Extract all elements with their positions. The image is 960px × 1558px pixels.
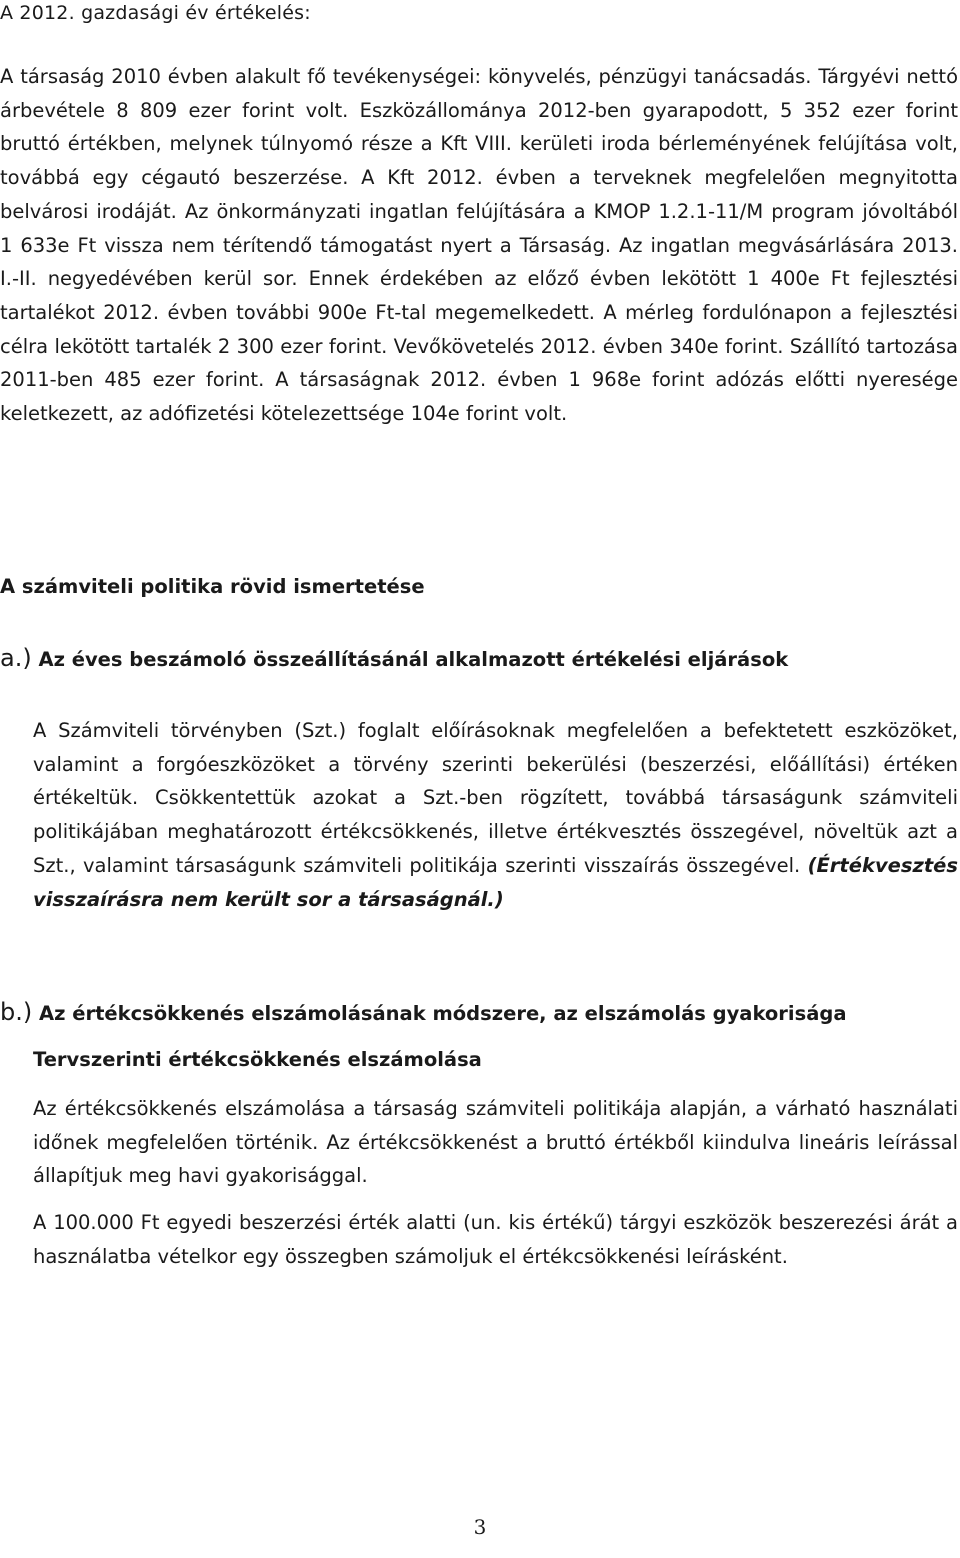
section-a-heading xyxy=(0,644,788,672)
section-a-emphasis: (Értékvesztés visszaírásra nem került sor a társaságnál.) xyxy=(33,853,958,911)
section-b-paragraph-2: A 100.000 Ft egyedi beszerzési érték alatti (un. kis értékű) tárgyi eszközök beszerezési árát a használatba vételkor egy összegben számoljuk el értékcsökkenési leírásként. xyxy=(33,1211,958,1268)
section-b-marker: b.) xyxy=(0,998,33,1026)
page-heading: A 2012. gazdasági év értékelés: xyxy=(0,2,311,24)
intro-paragraph: A társaság 2010 évben alakult fő tevékenységei: könyvelés, pénzügyi tanácsadás. Tárgyévi nettó árbevétele 8 809 ezer forint volt. Eszközállománya 2012-ben gyarapodott, 5 352 ezer forint bruttó értékben, melynek túlnyomó része a Kft VIII. kerületi iroda bérleményének felújítása volt, továbbá egy cégautó beszerzése. A Kft 2012. évben a terveknek megfelelően megnyitotta belvárosi irodáját. Az önkormányzati ingatlan felújítására a KMOP 1.2.1-11/M program jóvoltából 1 633e Ft vissza nem térítendő támogatást nyert a Társaság. Az ingatlan megvásárlására 2013. I.-II. negyedévében kerül sor. Ennek érdekében az előző évben lekötött 1 400e Ft fejlesztési tartalékot 2012. évben további 900e Ft-tal megemelkedett. A mérleg fordulónapon a fejlesztési célra lekötött tartalék 2 300 ezer forint. Vevőkövetelés 2012. évben 340e forint. Szállító tartozása 2011-ben 485 ezer forint. A társaságnak 2012. évben 1 968e forint adózás előtti nyeresége keletkezett, az adófizetési kötelezettsége 104e forint volt. xyxy=(0,65,958,426)
section-b-paragraph-1: Az értékcsökkenés elszámolása a társaság számviteli politikája alapján, a várható használati időnek megfelelően történik. Az értékcsökkenést a bruttó értékből kiindulva lineáris leírással állapítjuk meg havi gyakorisággal. xyxy=(33,1097,958,1188)
section-a-paragraph xyxy=(33,714,958,916)
section-b-heading xyxy=(0,998,847,1026)
section-b-subheading: Tervszerinti értékcsökkenés elszámolása xyxy=(33,1048,482,1071)
section-a-body: A Számviteli törvényben (Szt.) foglalt előírásoknak megfelelően a befektetett eszközöket, valamint a forgóeszközöket a törvény szerinti bekerülési (beszerzési, előállítási) értéken értékeltük. Csökkentettük azokat a Szt.-ben rögzített, továbbá társaságunk számviteli politikájában meghatározott értékcsökkenés, illetve értékvesztés összegével, növeltük azt a Szt., valamint társaságunk számviteli politikája szerinti visszaírás összegével. xyxy=(33,719,958,877)
section-b-title: Az értékcsökkenés elszámolásának módszere, az elszámolás gyakorisága xyxy=(39,1002,847,1025)
section-a-marker: a.) xyxy=(0,644,32,672)
section-a-title: Az éves beszámoló összeállításánál alkalmazott értékelési eljárások xyxy=(38,648,789,671)
section-title: A számviteli politika rövid ismertetése xyxy=(0,575,425,598)
page-number: 3 xyxy=(473,1515,487,1539)
